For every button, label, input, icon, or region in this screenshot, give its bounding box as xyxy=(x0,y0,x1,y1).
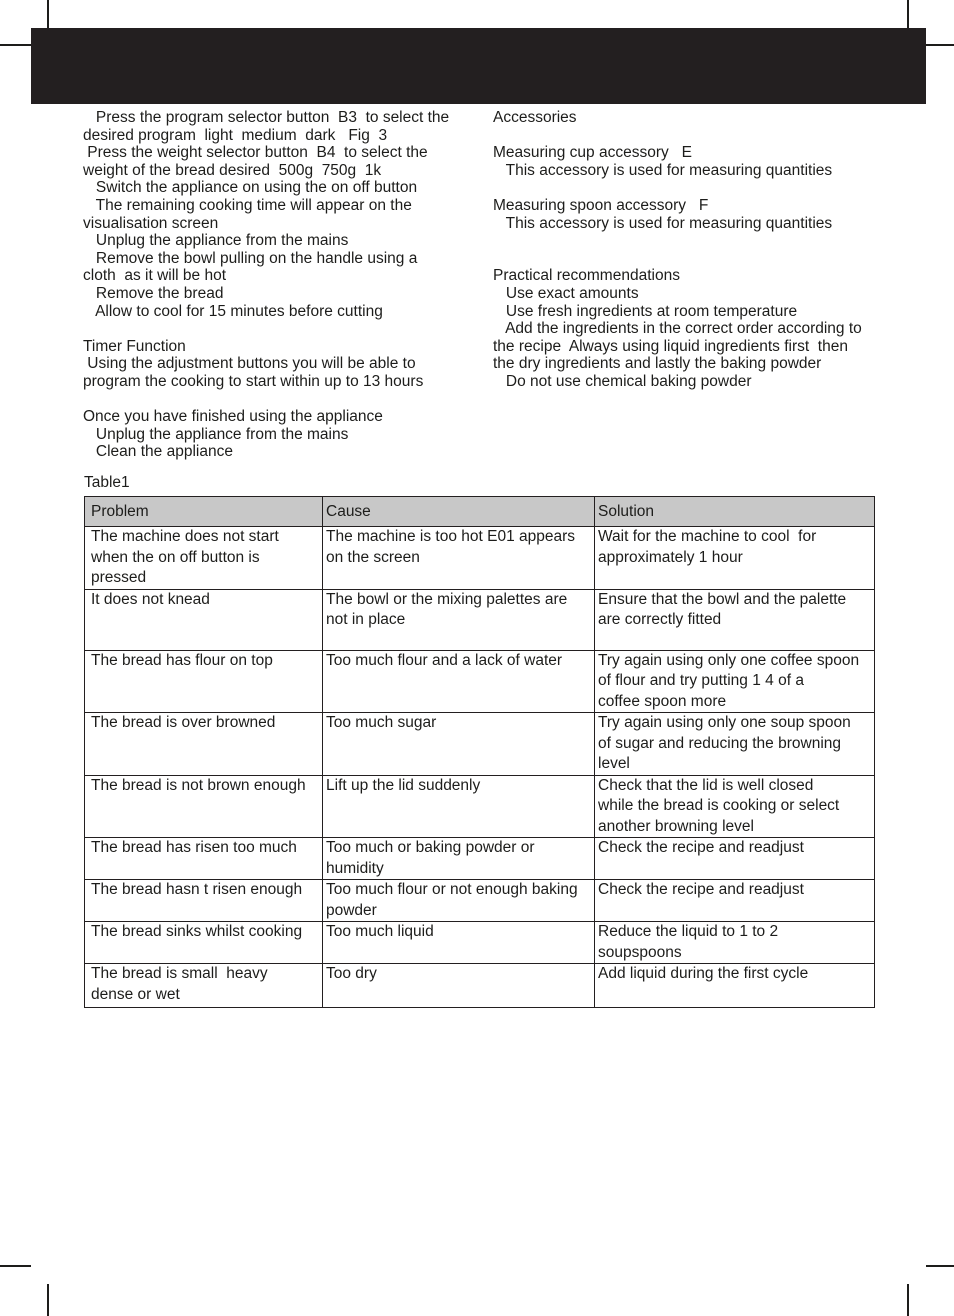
right_column-line: Use fresh ingredients at room temperature xyxy=(493,302,798,320)
header-problem: Problem xyxy=(85,497,323,527)
cell-text: Try again using only one coffee spoon of flour and try putting 1 4 of a coffee spoon more xyxy=(598,651,860,710)
left_column-line: Press the program selector button B3 to select the xyxy=(83,109,450,126)
cell-text: Wait for the machine to cool for approximately 1 hour xyxy=(598,528,817,566)
cell-cause xyxy=(323,589,595,650)
cell-text: Check the recipe and readjust xyxy=(598,839,804,856)
cell-problem xyxy=(85,527,323,590)
left-column-text xyxy=(83,109,483,461)
cell-problem xyxy=(85,713,323,776)
cell-solution xyxy=(595,964,875,1008)
left_column-line: Clean the appliance xyxy=(83,443,233,461)
left_column-line: Remove the bowl pulling on the handle using a xyxy=(83,249,418,267)
crop-mark-bottom-left-vertical xyxy=(47,1284,49,1316)
left_column-line: Unplug the appliance from the mains xyxy=(83,425,349,443)
left_column-line: Switch the appliance on using the on off button xyxy=(83,179,418,197)
right_column-line: This accessory is used for measuring quantities xyxy=(493,161,833,179)
cell-text: Too much or baking powder or humidity xyxy=(326,839,535,877)
cell-cause xyxy=(323,922,595,964)
cell-cause xyxy=(323,527,595,590)
cell-problem xyxy=(85,964,323,1008)
cell-text: Check the recipe and readjust xyxy=(598,881,804,898)
cell-text: Ensure that the bowl and the palette are correctly fitted xyxy=(598,590,847,628)
cell-text: Try again using only one soup spoon of sugar and reducing the browning level xyxy=(598,714,851,772)
left_column-line: visualisation screen xyxy=(83,214,219,232)
troubleshooting-table xyxy=(84,496,875,1008)
left_column-line: Press the weight selector button B4 to select the xyxy=(83,144,428,162)
crop-mark-top-left-vertical xyxy=(47,0,49,28)
right_column-line: Accessories xyxy=(493,109,577,126)
crop-mark-bottom-right-vertical xyxy=(907,1284,909,1316)
cell-problem xyxy=(85,589,323,650)
cell-cause xyxy=(323,650,595,713)
cell-solution xyxy=(595,922,875,964)
cell-cause xyxy=(323,838,595,880)
left_column-line: The remaining cooking time will appear on the xyxy=(83,196,412,214)
cell-text: The machine does not start when the on off button is pressed xyxy=(91,528,279,586)
right_column-line: the recipe Always using liquid ingredients first then xyxy=(493,337,848,355)
right_column-line: Add the ingredients in the correct order according to xyxy=(493,320,862,338)
crop-mark-top-right-horizontal xyxy=(926,44,954,46)
right_column-line xyxy=(493,127,893,145)
cell-text: The bread has risen too much xyxy=(91,839,297,856)
right_column-line: Measuring spoon accessory F xyxy=(493,196,709,214)
cell-text: The bread has flour on top xyxy=(91,651,273,669)
cell-text: The bread sinks whilst cooking xyxy=(91,923,303,940)
table-header-row xyxy=(85,497,875,527)
cell-text: The bread is not brown enough xyxy=(91,776,306,794)
left_column-line: Timer Function xyxy=(83,337,186,355)
left_column-line: Remove the bread xyxy=(83,284,224,302)
cell-text: Too much flour and a lack of water xyxy=(326,651,563,669)
cell-text: The bowl or the mixing palettes are not in place xyxy=(326,590,568,628)
left_column-line: Allow to cool for 15 minutes before cutting xyxy=(83,302,383,320)
table-row xyxy=(85,589,875,650)
cell-cause xyxy=(323,880,595,922)
cell-solution xyxy=(595,880,875,922)
table-row xyxy=(85,775,875,838)
right_column-line xyxy=(493,250,893,268)
right_column-line xyxy=(493,179,893,197)
cell-solution xyxy=(595,838,875,880)
right_column-line: Measuring cup accessory E xyxy=(493,144,693,162)
cell-text: The bread hasn t risen enough xyxy=(91,881,303,898)
cell-text: Lift up the lid suddenly xyxy=(326,776,481,794)
cell-cause xyxy=(323,964,595,1008)
crop-mark-top-right-vertical xyxy=(907,0,909,28)
header-band xyxy=(31,28,926,104)
header-cause: Cause xyxy=(323,497,595,527)
cell-cause xyxy=(323,775,595,838)
cell-text: Add liquid during the first cycle xyxy=(598,965,809,982)
left_column-line: Using the adjustment buttons you will be able to xyxy=(83,355,416,373)
right_column-line: the dry ingredients and lastly the baking powder xyxy=(493,355,822,373)
cell-text: Too dry xyxy=(326,965,377,982)
cell-problem xyxy=(85,650,323,713)
right_column-line: Practical recommendations xyxy=(493,267,680,285)
table-row xyxy=(85,964,875,1008)
cell-text: The machine is too hot E01 appears on the screen xyxy=(326,528,576,566)
cell-text: The bread is over browned xyxy=(91,714,276,731)
cell-cause xyxy=(323,713,595,776)
left_column-line: Once you have finished using the appliance xyxy=(83,408,383,426)
cell-text: Too much liquid xyxy=(326,923,434,940)
cell-text: The bread is small heavy dense or wet xyxy=(91,965,268,1003)
table-row xyxy=(85,838,875,880)
table-caption: Table1 xyxy=(84,474,130,491)
cell-problem xyxy=(85,880,323,922)
crop-mark-bottom-left-horizontal xyxy=(0,1265,31,1267)
cell-solution xyxy=(595,589,875,650)
table-row xyxy=(85,880,875,922)
table-row xyxy=(85,650,875,713)
cell-solution xyxy=(595,527,875,590)
right-column-text xyxy=(493,109,893,391)
cell-solution xyxy=(595,713,875,776)
right_column-line xyxy=(493,232,893,250)
table-row xyxy=(85,527,875,590)
left_column-line: program the cooking to start within up to 13 hours xyxy=(83,372,424,390)
left_column-line: desired program light medium dark Fig 3 xyxy=(83,126,388,144)
left_column-line xyxy=(83,391,483,409)
cell-problem xyxy=(85,838,323,880)
header-solution: Solution xyxy=(595,497,875,527)
cell-problem xyxy=(85,775,323,838)
crop-mark-bottom-right-horizontal xyxy=(926,1265,954,1267)
right_column-line: This accessory is used for measuring quantities xyxy=(493,214,833,232)
cell-solution xyxy=(595,650,875,713)
cell-text: Too much sugar xyxy=(326,714,437,731)
cell-text: Check that the lid is well closed while the bread is cooking or select another browning level xyxy=(598,776,840,835)
left_column-line: weight of the bread desired 500g 750g 1k xyxy=(83,161,382,179)
cell-solution xyxy=(595,775,875,838)
cell-text: Too much flour or not enough baking powder xyxy=(326,881,578,919)
right_column-line: Use exact amounts xyxy=(493,284,639,302)
table-row xyxy=(85,713,875,776)
cell-text: It does not knead xyxy=(91,590,210,608)
right_column-line: Do not use chemical baking powder xyxy=(493,372,752,390)
crop-mark-top-left-horizontal xyxy=(0,44,31,46)
table-row xyxy=(85,922,875,964)
cell-text: Reduce the liquid to 1 to 2 soupspoons xyxy=(598,923,779,961)
left_column-line: Unplug the appliance from the mains xyxy=(83,232,349,250)
cell-problem xyxy=(85,922,323,964)
left_column-line: cloth as it will be hot xyxy=(83,267,227,285)
left_column-line xyxy=(83,320,483,338)
